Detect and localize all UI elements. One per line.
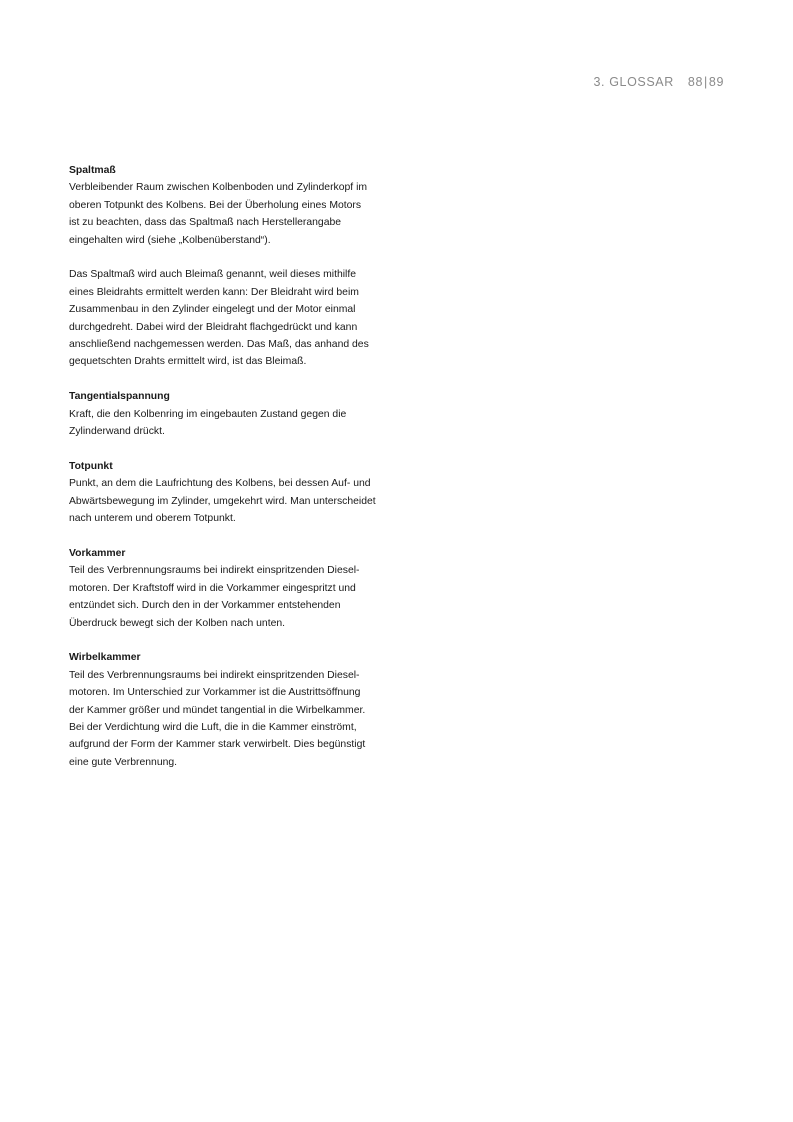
text-line: eines Bleidrahts ermittelt werden kann: Der Bleidraht wird beim [69, 286, 359, 298]
glossary-term: Vorkammer [69, 547, 126, 559]
glossary-entry-wirbelkammer [69, 649, 389, 771]
definition-paragraph [69, 179, 389, 249]
text-line: eine gute Verbrennung. [69, 756, 178, 768]
glossary-term: Wirbelkammer [69, 652, 141, 664]
page-number-separator: | [704, 75, 708, 89]
glossary-term: Tangentialspannung [69, 391, 170, 403]
glossary-entry-vorkammer [69, 545, 389, 632]
page-header [594, 75, 725, 89]
glossary-content [69, 162, 389, 789]
text-line: motoren. Der Kraftstoff wird in die Vorkammer eingespritzt und [69, 582, 356, 594]
glossary-entry-totpunkt [69, 458, 389, 528]
text-line: Teil des Verbrennungsraums bei indirekt einspritzenden Diesel- [69, 669, 360, 681]
text-line: Punkt, an dem die Laufrichtung des Kolbens, bei dessen Auf- und [69, 478, 371, 490]
page-number-left: 88 [687, 75, 704, 89]
page-number-right: 89 [708, 75, 724, 89]
text-line: Das Spaltmaß wird auch Bleimaß genannt, weil dieses mithilfe [69, 269, 357, 281]
glossary-term: Spaltmaß [69, 165, 116, 176]
text-line: motoren. Im Unterschied zur Vorkammer ist die Austrittsöffnung [69, 687, 361, 699]
text-line: eingehalten wird (siehe „Kolbenüberstand“). [69, 234, 271, 246]
text-line: der Kammer größer und mündet tangential in die Wirbelkammer. [69, 704, 366, 716]
text-line: aufgrund der Form der Kammer stark verwirbelt. Dies begünstigt [69, 739, 366, 751]
text-line: ist zu beachten, dass das Spaltmaß nach Herstellerangabe [69, 217, 342, 229]
text-line: Kraft, die den Kolbenring im eingebauten Zustand gegen die [69, 408, 347, 420]
glossary-entry-tangentialspannung [69, 388, 389, 440]
definition-paragraph [69, 475, 389, 527]
definition-paragraph [69, 406, 389, 441]
text-line: nach unterem und oberem Totpunkt. [69, 513, 236, 525]
text-line: anschließend nachgemessen werden. Das Maß, das anhand des [69, 339, 369, 351]
definition-paragraph [69, 667, 389, 771]
text-line: entzündet sich. Durch den in der Vorkammer entstehenden [69, 600, 341, 612]
definition-paragraph [69, 562, 389, 632]
glossary-term: Totpunkt [69, 460, 113, 472]
text-line: Teil des Verbrennungsraums bei indirekt einspritzenden Diesel- [69, 565, 360, 577]
text-line: Bei der Verdichtung wird die Luft, die in die Kammer einströmt, [69, 721, 357, 733]
text-line: Überdruck bewegt sich der Kolben nach unten. [69, 617, 286, 629]
definition-paragraph [69, 266, 389, 370]
text-line: Abwärtsbewegung im Zylinder, umgekehrt wird. Man unterscheidet [69, 495, 376, 507]
text-line: Verbleibender Raum zwischen Kolbenboden und Zylinderkopf im [69, 182, 368, 194]
text-line: oberen Totpunkt des Kolbens. Bei der Überholung eines Motors [69, 199, 362, 211]
glossary-entry-spaltmass [69, 162, 389, 371]
text-line: durchgedreht. Dabei wird der Bleidraht flachgedrückt und kann [69, 321, 358, 333]
text-line: gequetschten Drahts ermittelt wird, ist das Bleimaß. [69, 356, 307, 368]
text-line: Zusammenbau in den Zylinder eingelegt und der Motor einmal [69, 304, 356, 316]
text-line: Zylinderwand drückt. [69, 426, 165, 438]
section-title: 3. GLOSSAR [593, 75, 674, 89]
